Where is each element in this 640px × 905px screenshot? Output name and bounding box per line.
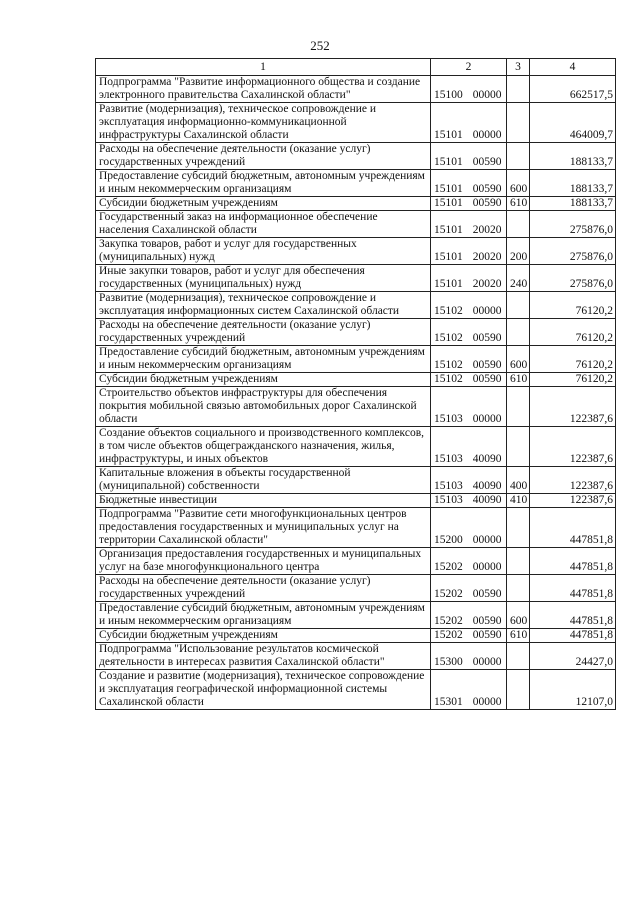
header-col-3: 3 [507, 59, 530, 76]
table-row [96, 76, 616, 103]
row-code-program: 15202 [434, 561, 463, 573]
table-row [96, 373, 616, 387]
row-code-direction: 20020 [472, 224, 502, 236]
row-code-direction: 00000 [472, 89, 502, 101]
row-code-cell [431, 670, 507, 710]
row-code-cell [431, 494, 507, 508]
row-code-program: 15101 [434, 197, 463, 209]
row-code-direction: 00590 [472, 588, 502, 600]
row-amount: 447851,8 [530, 575, 616, 602]
row-code-program: 15101 [434, 183, 463, 195]
row-code-cell [431, 643, 507, 670]
row-code-cell [431, 575, 507, 602]
row-code-program: 15101 [434, 251, 463, 263]
row-code-program: 15202 [434, 588, 463, 600]
row-code-direction: 00000 [472, 561, 502, 573]
row-code-cell [431, 548, 507, 575]
row-amount: 76120,2 [530, 319, 616, 346]
row-expense-type: 600 [507, 170, 530, 197]
table-body [96, 76, 616, 710]
row-name: Расходы на обеспечение деятельности (оказание услуг) государственных учреждений [96, 319, 431, 346]
row-amount: 447851,8 [530, 602, 616, 629]
row-code-program: 15200 [434, 534, 463, 546]
row-amount: 24427,0 [530, 643, 616, 670]
row-name: Строительство объектов инфраструктуры для обеспечения покрытия мобильной связью автомобильных дорог Сахалинской области [96, 387, 431, 427]
row-code-direction: 00000 [472, 413, 502, 425]
row-code-direction: 00000 [472, 305, 502, 317]
row-name: Капитальные вложения в объекты государственной (муниципальной) собственности [96, 467, 431, 494]
row-amount: 188133,7 [530, 143, 616, 170]
row-code-program: 15101 [434, 129, 463, 141]
row-code-direction: 20020 [472, 251, 502, 263]
row-name: Расходы на обеспечение деятельности (оказание услуг) государственных учреждений [96, 575, 431, 602]
row-code-cell [431, 143, 507, 170]
row-name: Предоставление субсидий бюджетным, автономным учреждениям и иным некоммерческим организациям [96, 602, 431, 629]
row-code-direction: 00590 [472, 197, 502, 209]
row-code-direction: 40090 [472, 480, 502, 492]
row-name: Создание объектов социального и производственного комплексов, в том числе объектов общегражданского назначения, жилья, инфраструктуры, и иных объектов [96, 427, 431, 467]
table-row [96, 143, 616, 170]
row-amount: 12107,0 [530, 670, 616, 710]
row-code-cell [431, 292, 507, 319]
row-code-program: 15202 [434, 615, 463, 627]
row-amount: 662517,5 [530, 76, 616, 103]
row-code-direction: 00590 [472, 615, 502, 627]
row-code-cell [431, 629, 507, 643]
row-expense-type [507, 387, 530, 427]
row-name: Государственный заказ на информационное обеспечение населения Сахалинской области [96, 211, 431, 238]
row-name: Иные закупки товаров, работ и услуг для обеспечения государственных (муниципальных) нужд [96, 265, 431, 292]
row-expense-type [507, 643, 530, 670]
row-code-direction: 00590 [472, 373, 502, 385]
row-code-direction: 00590 [472, 183, 502, 195]
row-code-direction: 00590 [472, 359, 502, 371]
row-code-cell [431, 170, 507, 197]
row-code-program: 15102 [434, 305, 463, 317]
row-name: Расходы на обеспечение деятельности (оказание услуг) государственных учреждений [96, 143, 431, 170]
row-expense-type [507, 211, 530, 238]
table-row [96, 494, 616, 508]
table-row [96, 170, 616, 197]
header-col-1: 1 [96, 59, 431, 76]
row-code-program: 15101 [434, 278, 463, 290]
table-row [96, 265, 616, 292]
row-code-program: 15103 [434, 494, 463, 506]
row-expense-type: 600 [507, 346, 530, 373]
table-row [96, 467, 616, 494]
table-row [96, 238, 616, 265]
row-code-direction: 00000 [472, 656, 502, 668]
row-code-direction: 00590 [472, 156, 502, 168]
row-code-program: 15102 [434, 373, 463, 385]
row-code-cell [431, 427, 507, 467]
table-row [96, 346, 616, 373]
row-code-direction: 00000 [472, 696, 502, 708]
row-code-direction: 00000 [472, 129, 502, 141]
table-row [96, 427, 616, 467]
row-code-direction: 20020 [472, 278, 502, 290]
row-code-program: 15101 [434, 156, 463, 168]
row-expense-type [507, 143, 530, 170]
row-code-program: 15300 [434, 656, 463, 668]
row-name: Бюджетные инвестиции [96, 494, 431, 508]
table-row [96, 670, 616, 710]
page-number: 252 [310, 38, 330, 53]
row-amount: 447851,8 [530, 508, 616, 548]
row-name: Подпрограмма "Развитие информационного общества и создание электронного правительства Сахалинской области" [96, 76, 431, 103]
row-code-cell [431, 467, 507, 494]
row-name: Развитие (модернизация), техническое сопровождение и эксплуатация информационных систем Сахалинской области [96, 292, 431, 319]
header-col-4: 4 [530, 59, 616, 76]
row-code-program: 15102 [434, 332, 463, 344]
row-code-cell [431, 346, 507, 373]
row-name: Организация предоставления государственных и муниципальных услуг на базе многофункционального центра [96, 548, 431, 575]
table-row [96, 575, 616, 602]
row-expense-type [507, 319, 530, 346]
table-row [96, 643, 616, 670]
table-row [96, 197, 616, 211]
row-name: Субсидии бюджетным учреждениям [96, 373, 431, 387]
row-name: Развитие (модернизация), техническое сопровождение и эксплуатация информационно-коммуникационной инфраструктуры Сахалинской области [96, 103, 431, 143]
row-amount: 76120,2 [530, 292, 616, 319]
row-code-program: 15102 [434, 359, 463, 371]
row-code-cell [431, 197, 507, 211]
row-code-program: 15103 [434, 480, 463, 492]
table-row [96, 602, 616, 629]
row-name: Подпрограмма "Развитие сети многофункциональных центров предоставления государственных и муниципальных услуг на территории Сахалинской области" [96, 508, 431, 548]
row-expense-type: 410 [507, 494, 530, 508]
row-amount: 188133,7 [530, 170, 616, 197]
row-code-cell [431, 508, 507, 548]
row-amount: 275876,0 [530, 265, 616, 292]
table-row [96, 292, 616, 319]
row-expense-type: 610 [507, 197, 530, 211]
table-row [96, 508, 616, 548]
row-amount: 122387,6 [530, 387, 616, 427]
row-amount: 76120,2 [530, 373, 616, 387]
table-row [96, 319, 616, 346]
row-expense-type: 610 [507, 373, 530, 387]
row-code-program: 15202 [434, 629, 463, 641]
row-code-cell [431, 211, 507, 238]
row-amount: 122387,6 [530, 427, 616, 467]
row-expense-type: 400 [507, 467, 530, 494]
row-amount: 447851,8 [530, 629, 616, 643]
row-name: Создание и развитие (модернизация), техническое сопровождение и эксплуатация географической информационной системы Сахалинской области [96, 670, 431, 710]
row-amount: 122387,6 [530, 467, 616, 494]
row-amount: 275876,0 [530, 211, 616, 238]
row-expense-type [507, 548, 530, 575]
row-amount: 464009,7 [530, 103, 616, 143]
row-code-program: 15103 [434, 453, 463, 465]
row-amount: 275876,0 [530, 238, 616, 265]
row-code-cell [431, 265, 507, 292]
row-name: Подпрограмма "Использование результатов космической деятельности в интересах развития Сахалинской области" [96, 643, 431, 670]
budget-table [95, 58, 616, 710]
row-amount: 188133,7 [530, 197, 616, 211]
row-code-program: 15100 [434, 89, 463, 101]
row-code-cell [431, 387, 507, 427]
row-expense-type [507, 670, 530, 710]
row-expense-type [507, 508, 530, 548]
row-code-direction: 40090 [472, 453, 502, 465]
row-code-direction: 00000 [472, 534, 502, 546]
row-amount: 122387,6 [530, 494, 616, 508]
row-expense-type [507, 292, 530, 319]
row-code-program: 15301 [434, 696, 463, 708]
table-row [96, 387, 616, 427]
row-code-cell [431, 103, 507, 143]
row-code-cell [431, 319, 507, 346]
row-code-cell [431, 373, 507, 387]
row-expense-type: 600 [507, 602, 530, 629]
row-expense-type [507, 427, 530, 467]
row-name: Субсидии бюджетным учреждениям [96, 629, 431, 643]
row-name: Предоставление субсидий бюджетным, автономным учреждениям и иным некоммерческим организациям [96, 346, 431, 373]
row-name: Закупка товаров, работ и услуг для государственных (муниципальных) нужд [96, 238, 431, 265]
row-expense-type: 200 [507, 238, 530, 265]
row-amount: 76120,2 [530, 346, 616, 373]
header-col-2: 2 [431, 59, 507, 76]
row-expense-type [507, 575, 530, 602]
table-row [96, 211, 616, 238]
row-code-cell [431, 602, 507, 629]
row-name: Субсидии бюджетным учреждениям [96, 197, 431, 211]
row-code-cell [431, 238, 507, 265]
row-code-direction: 00590 [472, 332, 502, 344]
row-expense-type: 240 [507, 265, 530, 292]
row-amount: 447851,8 [530, 548, 616, 575]
row-code-cell [431, 76, 507, 103]
table-row [96, 629, 616, 643]
row-code-program: 15103 [434, 413, 463, 425]
row-expense-type: 610 [507, 629, 530, 643]
row-code-program: 15101 [434, 224, 463, 236]
row-name: Предоставление субсидий бюджетным, автономным учреждениям и иным некоммерческим организациям [96, 170, 431, 197]
table-row [96, 548, 616, 575]
table-row [96, 103, 616, 143]
table-header-row [96, 59, 616, 76]
row-code-direction: 40090 [472, 494, 502, 506]
row-expense-type [507, 103, 530, 143]
row-expense-type [507, 76, 530, 103]
row-code-direction: 00590 [472, 629, 502, 641]
